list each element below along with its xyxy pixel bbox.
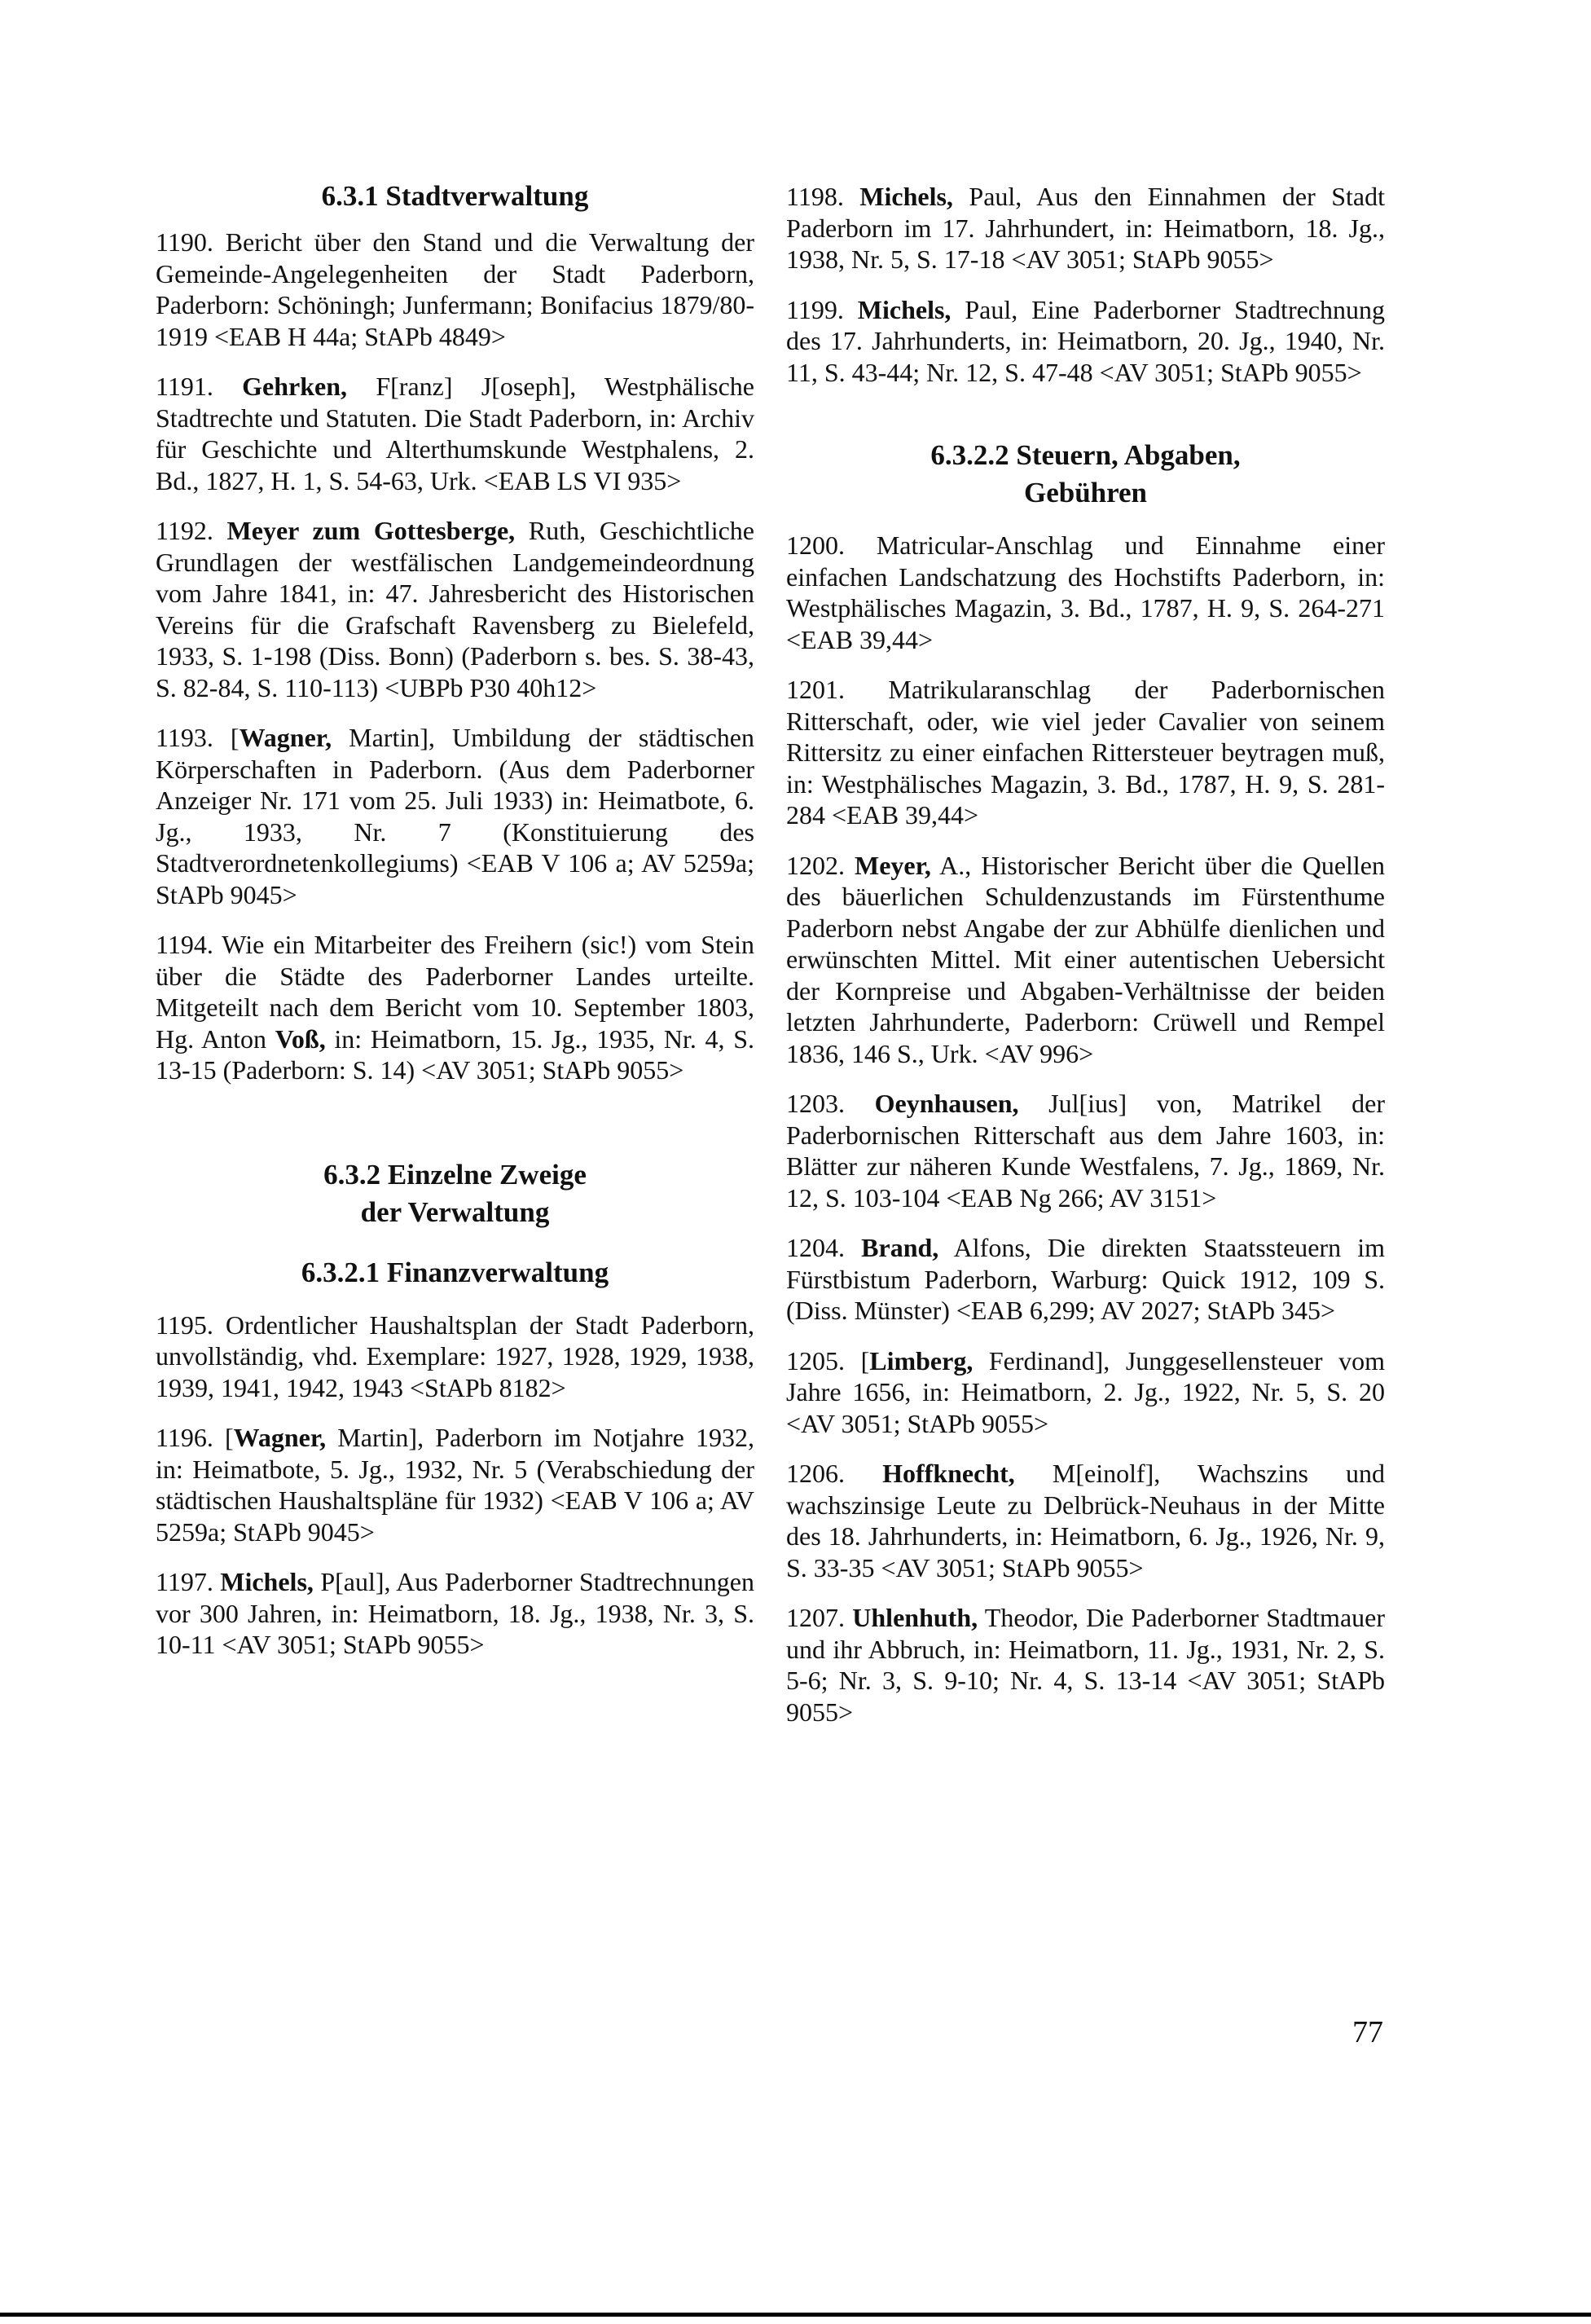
author-name: Meyer zum Gottesberge, xyxy=(226,516,516,545)
entry-text: Ruth, Geschichtliche Grundlagen der westfälischen Landgemeindeordnung vom Jahre 1841, in: 47. Jahresbericht des Historischen Vereins für die Grafschaft Ravensberg zu Bielefeld, 1933, S. 1-198 (Diss. Bonn) (Paderborn s. bes. S. 38-43, S. 82-84, S. 110-113) <UBPb P30 40h12> xyxy=(156,516,755,702)
author-name: Wagner, xyxy=(233,1423,327,1452)
entry-text: Martin], Umbildung der städtischen Körperschaften in Paderborn. (Aus dem Paderborner Anzeiger Nr. 171 vom 25. Juli 1933) in: Heimatbote, 6. Jg., 1933, Nr. 7 (Konstituierung des Stadtverordnetenkollegiums) <EAB V 106 a; AV 5259a; StAPb 9045> xyxy=(156,723,755,909)
entry-text: 1195. Ordentlicher Haushaltsplan der Stadt Paderborn, unvollständig, vhd. Exemplare: 1927, 1928, 1929, 1938, 1939, 1941, 1942, 1943 <StAPb 8182> xyxy=(156,1309,754,1402)
entry-text: Martin], Paderborn im Notjahre 1932, in: Heimatbote, 5. Jg., 1932, Nr. 5 (Verabschiedung der städtischen Haushaltspläne für 1932) <EAB V 106 a; AV 5259a; StAPb 9045> xyxy=(156,1423,754,1547)
bibliography-entry-1202 xyxy=(786,850,1385,1070)
bibliography-entry-1195 xyxy=(156,1309,754,1404)
heading-line: 6.3.2 Einzelne Zweige xyxy=(323,1158,587,1191)
entry-number: 1207. xyxy=(786,1603,853,1632)
entry-number: 1192. xyxy=(156,516,227,545)
page-number: 77 xyxy=(1352,2015,1383,2049)
heading-line: 6.3.2.2 Steuern, Abgaben, xyxy=(930,439,1241,471)
entry-text: 1190. Bericht über den Stand und die Verwaltung der Gemeinde-Angelegenheiten der Stadt Paderborn, Paderborn: Schöningh; Junfermann; Bonifacius 1879/80-1919 <EAB H 44a; StAPb 4849> xyxy=(156,227,754,351)
author-name: Michels, xyxy=(857,294,952,324)
bibliography-entry-1192 xyxy=(156,515,754,703)
entry-number: 1193. [ xyxy=(156,723,240,752)
heading-line: Gebühren xyxy=(1023,477,1148,508)
entry-number: 1196. [ xyxy=(156,1423,234,1452)
bibliography-entry-1193 xyxy=(156,722,754,910)
author-name: Meyer, xyxy=(855,850,931,880)
entry-text: Ferdinand], Junggesellensteuer vom Jahre 1656, in: Heimatborn, 2. Jg., 1922, Nr. 5, S. 20 <AV 3051; StAPb 9055> xyxy=(786,1345,1385,1438)
bibliography-entry-1194 xyxy=(156,929,754,1086)
scan-edge-line xyxy=(0,2313,1591,2317)
entry-text: 1201. Matrikularanschlag der Paderbornischen Ritterschaft, oder, wie viel jeder Cavalier von seinem Rittersitz zu einer einfachen Rittersteuer beytragen muß, in: Westphälisches Magazin, 3. Bd., 1787, H. 9, S. 281-284 <EAB 39,44> xyxy=(786,675,1385,830)
entry-text: 1200. Matricular-Anschlag und Einnahme einer einfachen Landschatzung des Hochstifts Paderborn, in: Westphälisches Magazin, 3. Bd., 1787, H. 9, S. 264-271 <EAB 39,44> xyxy=(786,530,1385,654)
entry-number: 1205. [ xyxy=(786,1345,870,1375)
entry-number: 1197. xyxy=(156,1567,221,1596)
author-name: Brand, xyxy=(861,1233,939,1262)
entry-text: Alfons, Die direkten Staatssteuern im Fürstbistum Paderborn, Warburg: Quick 1912, 109 S. (Diss. Münster) <EAB 6,299; AV 2027; StAPb 345> xyxy=(786,1233,1385,1325)
entry-text: Jul[ius] von, Matrikel der Paderbornischen Ritterschaft aus dem Jahre 1603, in: Blätter zur näheren Kunde Westfalens, 7. Jg., 1869, Nr. 12, S. 103-104 <EAB Ng 266; AV 3151> xyxy=(786,1089,1386,1213)
bibliography-entry-1196 xyxy=(156,1422,754,1547)
bibliography-entry-1201 xyxy=(786,674,1385,831)
entry-text: A., Historischer Bericht über die Quellen des bäuerlichen Schuldenzustands im Fürstenthume Paderborn nebst Angabe der zur Abhülfe dienlichen und erwünschten Mittel. Mit einer autentischen Uebersicht der Kornpreise und Abgaben-Verhältnisse der beiden letzten Jahrhunderte, Paderborn: Crüwell und Rempel 1836, 146 S., Urk. <AV 996> xyxy=(786,850,1386,1068)
bibliography-entry-1206 xyxy=(786,1458,1385,1583)
author-name: Oeynhausen, xyxy=(874,1089,1019,1118)
author-name: Limberg, xyxy=(869,1345,973,1375)
section-heading-6-3-1: 6.3.1 Stadtverwaltung xyxy=(321,180,589,212)
author-name: Hoffknecht, xyxy=(882,1459,1015,1488)
bibliography-entry-1197 xyxy=(156,1566,754,1661)
entry-text: P[aul], Aus Paderborner Stadtrechnungen vor 300 Jahren, in: Heimatborn, 18. Jg., 1938, Nr. 3, S. 10-11 <AV 3051; StAPb 9055> xyxy=(156,1567,755,1659)
entry-number: 1199. xyxy=(786,294,858,324)
bibliography-entry-1207 xyxy=(786,1602,1385,1728)
bibliography-entry-1190 xyxy=(156,227,754,352)
author-name: Uhlenhuth, xyxy=(852,1603,978,1632)
author-name: Michels, xyxy=(859,182,953,211)
entry-text: Paul, Aus den Einnahmen der Stadt Paderborn im 17. Jahrhundert, in: Heimatborn, 18. Jg., 1938, Nr. 5, S. 17-18 <AV 3051; StAPb 9055> xyxy=(786,182,1385,274)
entry-text: in: Heimatborn, 15. Jg., 1935, Nr. 4, S. 13-15 (Paderborn: S. 14) <AV 3051; StAPb 9055> xyxy=(156,1023,755,1085)
entry-number: 1202. xyxy=(786,850,855,880)
entry-number: 1204. xyxy=(786,1233,862,1262)
right-column xyxy=(786,181,1385,1746)
bibliography-entry-1198 xyxy=(786,181,1385,275)
entry-number: 1191. xyxy=(156,372,243,401)
entry-text: M[einolf], Wachszins und wachszinsige Leute zu Delbrück-Neuhaus in der Mitte des 18. Jahrhunderts, in: Heimatborn, 6. Jg., 1926, Nr. 9, S. 33-35 <AV 3051; StAPb 9055> xyxy=(786,1459,1386,1582)
bibliography-entry-1200 xyxy=(786,530,1385,655)
entry-text: Paul, Eine Paderborner Stadtrechnung des 17. Jahrhunderts, in: Heimatborn, 20. Jg., 1940, Nr. 11, S. 43-44; Nr. 12, S. 47-48 <AV 3051; StAPb 9055> xyxy=(786,294,1386,387)
bibliography-entry-1199 xyxy=(786,294,1385,389)
entry-text: 1194. Wie ein Mitarbeiter des Freihern (sic!) vom Stein über die Städte des Paderborner Landes urteilte. Mitgeteilt nach dem Bericht vom 10. September 1803, Hg. Anton xyxy=(156,930,754,1054)
entry-number: 1203. xyxy=(786,1089,875,1118)
section-heading-6-3-2-1: 6.3.2.1 Finanzverwaltung xyxy=(301,1256,609,1288)
entry-text: F[ranz] J[oseph], Westphälische Stadtrechte und Statuten. Die Stadt Paderborn, in: Archiv für Geschichte und Alterthumskunde Westphalens, 2. Bd., 1827, H. 1, S. 54-63, Urk. <EAB LS VI 935> xyxy=(156,372,754,495)
author-name: Voß, xyxy=(275,1023,326,1054)
bibliography-entry-1204 xyxy=(786,1232,1385,1327)
section-heading-6-3-2 xyxy=(156,1156,754,1231)
entry-text: Theodor, Die Paderborner Stadtmauer und ihr Abbruch, in: Heimatborn, 11. Jg., 1931, Nr. 2, S. 5-6; Nr. 3, S. 9-10; Nr. 4, S. 13-14 <AV 3051; StAPb 9055> xyxy=(786,1603,1386,1727)
heading-line: der Verwaltung xyxy=(360,1195,550,1228)
bibliography-entry-1203 xyxy=(786,1088,1385,1213)
section-heading-6-3-2-2 xyxy=(786,437,1385,512)
entry-number: 1206. xyxy=(786,1459,883,1488)
author-name: Michels, xyxy=(220,1567,314,1596)
author-name: Gehrken, xyxy=(242,372,348,401)
bibliography-entry-1205 xyxy=(786,1345,1385,1440)
entry-number: 1198. xyxy=(786,182,860,211)
bibliography-entry-1191 xyxy=(156,371,754,496)
author-name: Wagner, xyxy=(239,723,332,752)
left-column xyxy=(156,178,754,1679)
